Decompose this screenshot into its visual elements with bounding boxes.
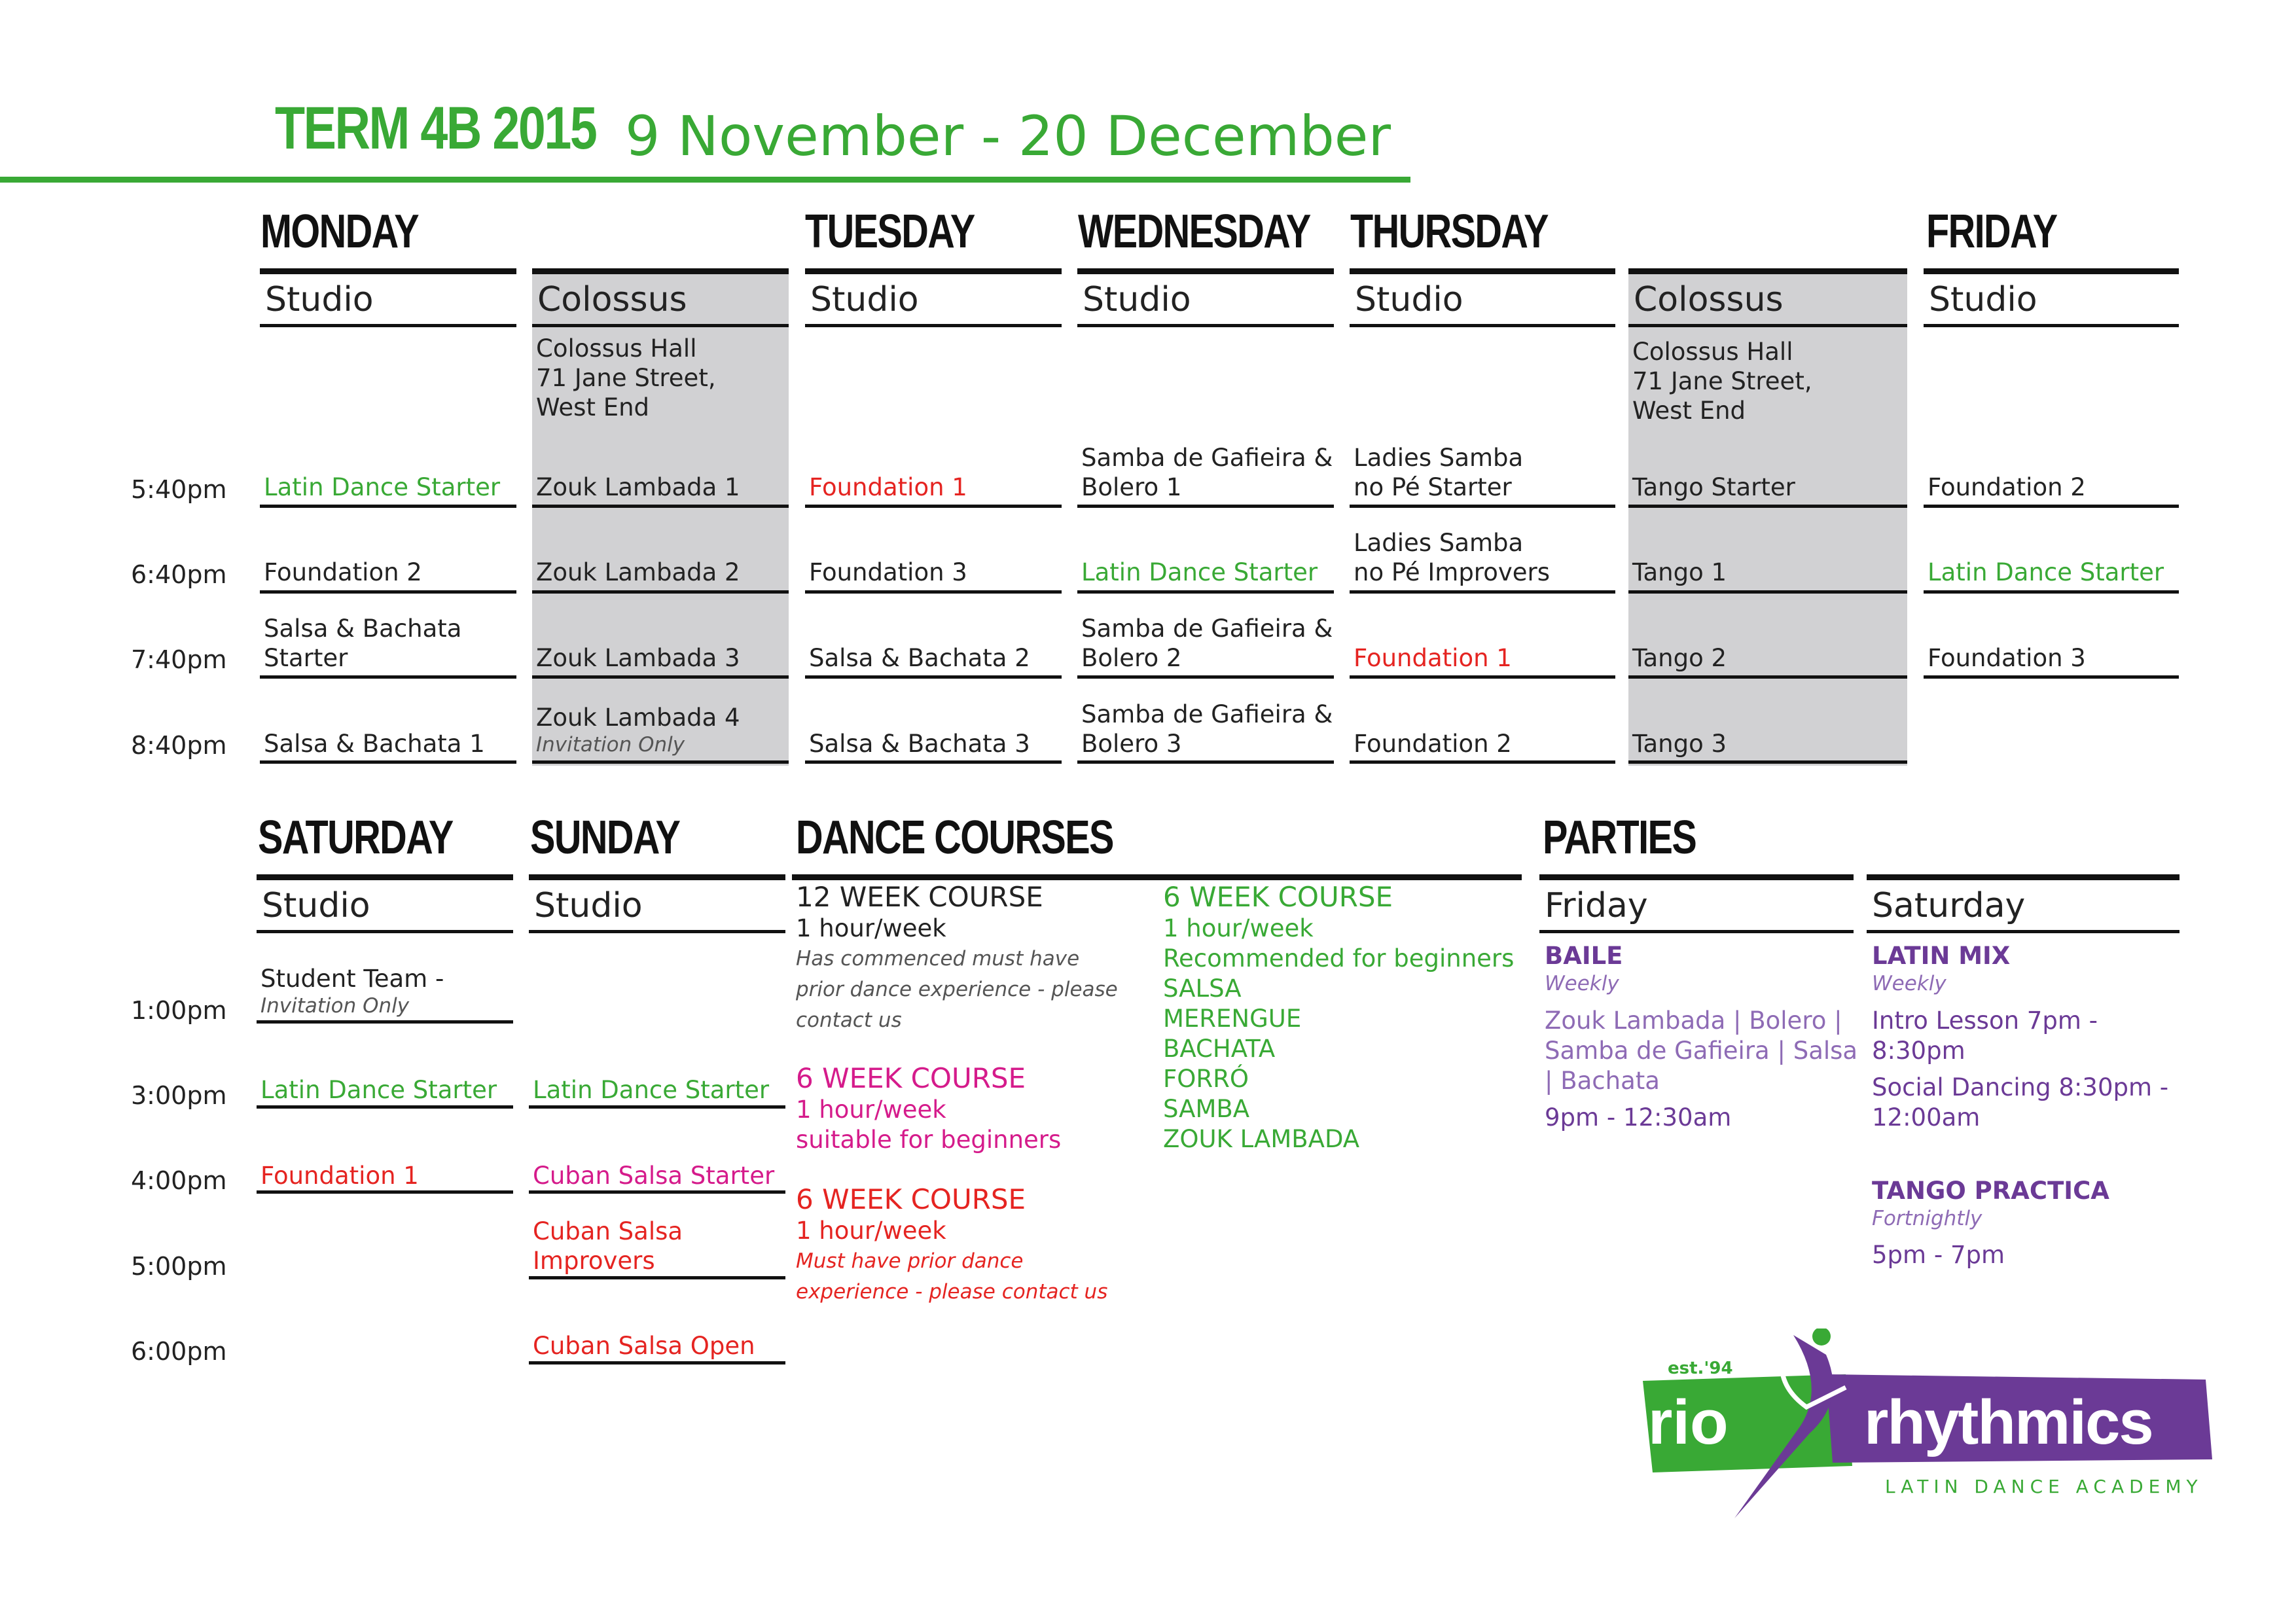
row-rule bbox=[1924, 675, 2179, 679]
row-rule bbox=[1924, 590, 2179, 594]
time-label: 8:40pm bbox=[131, 731, 227, 760]
day-tuesday: TUESDAY bbox=[805, 205, 975, 258]
row-rule bbox=[1350, 760, 1615, 764]
row-rule bbox=[1867, 930, 2179, 933]
column-top-bar bbox=[805, 268, 1062, 274]
venue-address-line: 71 Jane Street, bbox=[536, 364, 716, 392]
venue-address-line: 71 Jane Street, bbox=[1632, 367, 1812, 395]
sunday-studio-column bbox=[529, 874, 785, 1398]
course-note: Has commenced must have bbox=[796, 947, 1080, 971]
party-day-label: Friday bbox=[1545, 886, 1648, 925]
class-entry: Bolero 1 bbox=[1081, 473, 1182, 501]
row-rule bbox=[1628, 675, 1907, 679]
time-label: 5:40pm bbox=[131, 475, 227, 504]
term-dates: 9 November - 20 December bbox=[625, 104, 1391, 168]
party-title: BAILE bbox=[1545, 942, 1623, 970]
row-rule bbox=[805, 505, 1062, 508]
row-rule bbox=[260, 505, 516, 508]
class-entry: Samba de Gafieira & bbox=[1081, 444, 1333, 472]
class-entry: Latin Dance Starter bbox=[1928, 558, 2164, 586]
time-label: 1:00pm bbox=[131, 996, 227, 1025]
parties-saturday-column bbox=[1867, 874, 2179, 1332]
class-entry: Latin Dance Starter bbox=[260, 1076, 497, 1104]
party-styles: Zouk Lambada | Bolero | bbox=[1545, 1007, 1842, 1035]
row-rule bbox=[1077, 590, 1334, 594]
course-duration: 1 hour/week bbox=[1163, 914, 1314, 942]
class-entry: no Pé Improvers bbox=[1354, 558, 1550, 586]
venue-label: Colossus bbox=[1634, 280, 1784, 319]
row-rule bbox=[532, 675, 789, 679]
party-frequency: Weekly bbox=[1545, 972, 1619, 995]
class-note: Invitation Only bbox=[536, 733, 685, 757]
day-saturday: SATURDAY bbox=[258, 812, 453, 864]
course-note: Recommended for beginners bbox=[1163, 944, 1515, 972]
venue-label: Studio bbox=[534, 886, 643, 925]
class-entry: Ladies Samba bbox=[1354, 444, 1524, 472]
venue-label: Studio bbox=[1083, 280, 1191, 319]
column-top-bar bbox=[1924, 268, 2179, 274]
venue-address-line: West End bbox=[1632, 397, 1746, 425]
course-note: contact us bbox=[796, 1008, 902, 1032]
tuesday-studio-column bbox=[805, 268, 1062, 766]
title-rule bbox=[0, 177, 1410, 183]
class-entry: Salsa & Bachata 2 bbox=[809, 644, 1030, 672]
time-label: 7:40pm bbox=[131, 645, 227, 674]
course-duration: 1 hour/week bbox=[796, 1096, 946, 1124]
row-rule bbox=[257, 1190, 513, 1194]
course-style: ZOUK LAMBADA bbox=[1163, 1125, 1360, 1153]
party-time: 9pm - 12:30am bbox=[1545, 1103, 1732, 1132]
venue-label: Studio bbox=[265, 280, 374, 319]
venue-address-line: West End bbox=[536, 393, 650, 421]
course-title: 6 WEEK COURSE bbox=[796, 1062, 1026, 1094]
row-rule bbox=[529, 1105, 785, 1109]
row-rule bbox=[529, 1190, 785, 1194]
column-top-bar bbox=[1077, 268, 1334, 274]
course-note: experience - please contact us bbox=[796, 1280, 1108, 1304]
parties-friday-column bbox=[1539, 874, 1858, 1332]
column-top-bar bbox=[257, 874, 513, 880]
class-entry: Zouk Lambada 4 bbox=[536, 704, 740, 732]
row-rule bbox=[805, 590, 1062, 594]
course-style: MERENGUE bbox=[1163, 1005, 1302, 1033]
row-rule bbox=[1628, 590, 1907, 594]
venue-label: Studio bbox=[1355, 280, 1463, 319]
row-rule bbox=[1628, 324, 1907, 327]
row-rule bbox=[1628, 505, 1907, 508]
row-rule bbox=[805, 324, 1062, 327]
thursday-colossus-column bbox=[1628, 268, 1907, 766]
wednesday-studio-column bbox=[1077, 268, 1334, 766]
row-rule bbox=[532, 505, 789, 508]
class-entry: Foundation 1 bbox=[260, 1162, 419, 1190]
class-entry: Salsa & Bachata 3 bbox=[809, 730, 1030, 758]
row-rule bbox=[1077, 505, 1334, 508]
venue-label: Studio bbox=[810, 280, 919, 319]
class-entry: no Pé Starter bbox=[1354, 473, 1512, 501]
course-duration: 1 hour/week bbox=[796, 914, 946, 942]
party-detail: Intro Lesson 7pm - bbox=[1872, 1007, 2098, 1035]
class-entry: Foundation 3 bbox=[1928, 644, 2086, 672]
row-rule bbox=[260, 590, 516, 594]
class-entry: Improvers bbox=[533, 1247, 655, 1275]
row-rule bbox=[805, 760, 1062, 764]
row-rule bbox=[1077, 760, 1334, 764]
party-styles: Samba de Gafieira | Salsa bbox=[1545, 1037, 1858, 1065]
row-rule bbox=[257, 1105, 513, 1109]
row-rule bbox=[532, 324, 789, 327]
day-sunday: SUNDAY bbox=[530, 812, 680, 864]
class-entry: Cuban Salsa bbox=[533, 1217, 683, 1245]
dancer-head-icon bbox=[1812, 1329, 1831, 1346]
class-entry: Latin Dance Starter bbox=[1081, 558, 1318, 586]
day-friday: FRIDAY bbox=[1926, 205, 2057, 258]
saturday-studio-column bbox=[257, 874, 513, 1398]
row-rule bbox=[1628, 760, 1907, 764]
class-entry: Samba de Gafieira & bbox=[1081, 615, 1333, 643]
time-label: 6:00pm bbox=[131, 1337, 227, 1366]
venue-label: Studio bbox=[1929, 280, 2037, 319]
venue-label: Studio bbox=[262, 886, 370, 925]
party-time: 5pm - 7pm bbox=[1872, 1241, 2005, 1269]
class-entry: Tango 2 bbox=[1632, 644, 1727, 672]
monday-colossus-column bbox=[532, 268, 789, 766]
row-rule bbox=[532, 760, 789, 764]
class-entry: Samba de Gafieira & bbox=[1081, 700, 1333, 728]
column-top-bar bbox=[1539, 874, 1854, 880]
monday-studio-column bbox=[260, 268, 516, 766]
class-entry: Foundation 2 bbox=[1354, 730, 1512, 758]
row-rule bbox=[532, 590, 789, 594]
course-title: 12 WEEK COURSE bbox=[796, 881, 1043, 913]
party-title: LATIN MIX bbox=[1872, 942, 2011, 970]
row-rule bbox=[260, 760, 516, 764]
class-entry: Tango 1 bbox=[1632, 558, 1727, 586]
party-detail: 8:30pm bbox=[1872, 1037, 1965, 1065]
day-monday: MONDAY bbox=[260, 205, 419, 258]
row-rule bbox=[805, 675, 1062, 679]
time-label: 4:00pm bbox=[131, 1166, 227, 1195]
party-detail: Social Dancing 8:30pm - bbox=[1872, 1073, 2169, 1101]
class-entry: Foundation 1 bbox=[809, 473, 967, 501]
course-note: prior dance experience - please bbox=[796, 978, 1118, 1001]
class-entry: Zouk Lambada 2 bbox=[536, 558, 740, 586]
class-entry: Salsa & Bachata 1 bbox=[264, 730, 485, 758]
party-styles: | Bachata bbox=[1545, 1067, 1660, 1095]
class-entry: Salsa & Bachata bbox=[264, 615, 462, 643]
row-rule bbox=[1539, 930, 1854, 933]
party-detail: 12:00am bbox=[1872, 1103, 1981, 1132]
row-rule bbox=[257, 930, 513, 933]
row-rule bbox=[260, 324, 516, 327]
term-title: TERM 4B 2015 bbox=[275, 95, 596, 162]
row-rule bbox=[1077, 324, 1334, 327]
row-rule bbox=[1350, 505, 1615, 508]
course-duration: 1 hour/week bbox=[796, 1217, 946, 1245]
time-label: 5:00pm bbox=[131, 1252, 227, 1281]
row-rule bbox=[257, 1020, 513, 1024]
class-entry: Latin Dance Starter bbox=[533, 1076, 770, 1104]
class-note: Invitation Only bbox=[260, 994, 410, 1018]
row-rule bbox=[1350, 324, 1615, 327]
course-style: FORRÓ bbox=[1163, 1065, 1249, 1093]
thursday-studio-column bbox=[1350, 268, 1615, 766]
course-style: SAMBA bbox=[1163, 1095, 1250, 1123]
class-entry: Foundation 2 bbox=[1928, 473, 2086, 501]
class-entry: Cuban Salsa Starter bbox=[533, 1162, 775, 1190]
party-day-label: Saturday bbox=[1872, 886, 2026, 925]
logo-rio: rio bbox=[1648, 1387, 1729, 1457]
row-rule bbox=[529, 930, 785, 933]
class-entry: Ladies Samba bbox=[1354, 529, 1524, 557]
column-top-bar bbox=[1628, 268, 1907, 274]
venue-label: Colossus bbox=[537, 280, 687, 319]
course-note: Must have prior dance bbox=[796, 1249, 1024, 1273]
row-rule bbox=[529, 1276, 785, 1279]
row-rule bbox=[529, 1361, 785, 1364]
friday-studio-column bbox=[1924, 268, 2179, 766]
class-entry: Foundation 2 bbox=[264, 558, 422, 586]
logo-est: est.'94 bbox=[1668, 1359, 1733, 1378]
class-entry: Bolero 3 bbox=[1081, 730, 1182, 758]
party-frequency: Fortnightly bbox=[1872, 1207, 1982, 1230]
logo-rhythmics: rhythmics bbox=[1864, 1387, 2153, 1457]
courses-rule bbox=[792, 874, 1522, 880]
class-entry: Bolero 2 bbox=[1081, 644, 1182, 672]
venue-address-line: Colossus Hall bbox=[1632, 338, 1793, 366]
class-entry: Starter bbox=[264, 644, 348, 672]
row-rule bbox=[1077, 675, 1334, 679]
row-rule bbox=[1924, 505, 2179, 508]
row-rule bbox=[1350, 675, 1615, 679]
class-entry: Foundation 3 bbox=[809, 558, 967, 586]
row-rule bbox=[1924, 324, 2179, 327]
party-frequency: Weekly bbox=[1872, 972, 1946, 995]
courses-heading: DANCE COURSES bbox=[796, 812, 1113, 864]
venue-address-line: Colossus Hall bbox=[536, 334, 697, 363]
row-rule bbox=[1350, 590, 1615, 594]
course-style: SALSA bbox=[1163, 974, 1242, 1003]
course-style: BACHATA bbox=[1163, 1035, 1276, 1063]
parties-heading: PARTIES bbox=[1543, 812, 1696, 864]
class-entry: Student Team - bbox=[260, 965, 444, 993]
course-title: 6 WEEK COURSE bbox=[1163, 881, 1393, 913]
time-label: 6:40pm bbox=[131, 560, 227, 589]
class-entry: Tango Starter bbox=[1632, 473, 1795, 501]
column-top-bar bbox=[529, 874, 785, 880]
course-note: suitable for beginners bbox=[796, 1126, 1062, 1154]
class-entry: Zouk Lambada 3 bbox=[536, 644, 740, 672]
logo-tagline: LATIN DANCE ACADEMY bbox=[1885, 1476, 2203, 1497]
day-thursday: THURSDAY bbox=[1350, 205, 1548, 258]
course-title: 6 WEEK COURSE bbox=[796, 1183, 1026, 1215]
row-rule bbox=[260, 675, 516, 679]
class-entry: Latin Dance Starter bbox=[264, 473, 501, 501]
class-entry: Cuban Salsa Open bbox=[533, 1332, 755, 1360]
column-top-bar bbox=[1867, 874, 2179, 880]
party-title: TANGO PRACTICA bbox=[1872, 1177, 2109, 1205]
column-top-bar bbox=[1350, 268, 1615, 274]
column-top-bar bbox=[260, 268, 516, 274]
time-label: 3:00pm bbox=[131, 1081, 227, 1110]
class-entry: Tango 3 bbox=[1632, 730, 1727, 758]
class-entry: Zouk Lambada 1 bbox=[536, 473, 740, 501]
column-top-bar bbox=[532, 268, 789, 274]
day-wednesday: WEDNESDAY bbox=[1078, 205, 1310, 258]
rio-rhythmics-logo bbox=[1636, 1329, 2225, 1538]
class-entry: Foundation 1 bbox=[1354, 644, 1512, 672]
